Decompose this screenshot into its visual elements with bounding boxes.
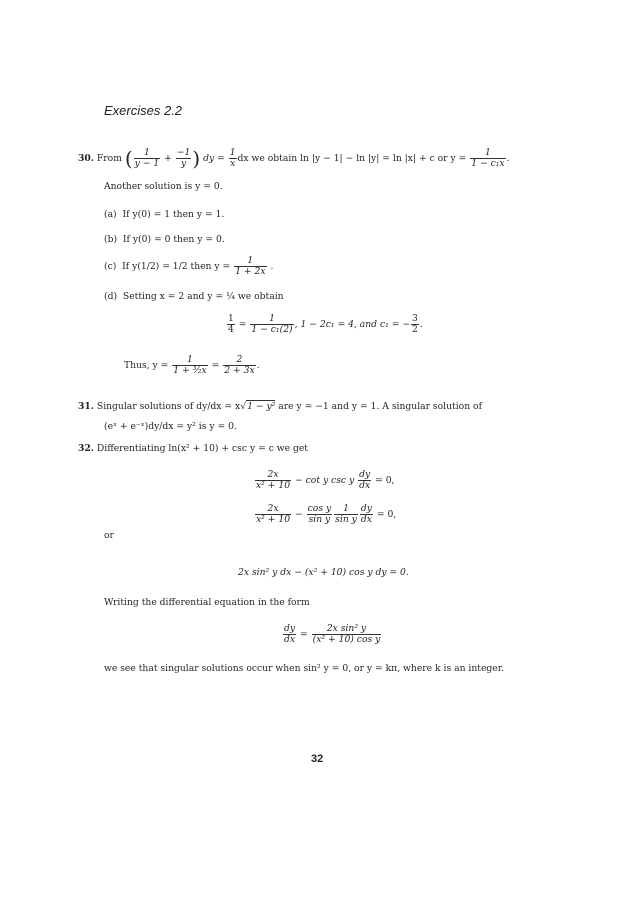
frac-t1: $\frac{1}{\text{1 + ³⁄₂x}}$ bbox=[173, 354, 207, 376]
sqrt-content: 1 − y² bbox=[247, 401, 276, 412]
page-number: 32 bbox=[311, 753, 324, 765]
frac-e1-d: $\frac{dy}{dx}$ bbox=[359, 469, 371, 491]
frac-4: $\frac{1}{\text{1 − c₁x}}$ bbox=[471, 147, 505, 169]
problem-32-line bbox=[78, 443, 308, 455]
problem-31-line1 bbox=[78, 401, 482, 413]
text-obtain: dx we obtain ln |y − 1| − ln |y| = ln |x| + c or y = bbox=[237, 153, 467, 164]
frac-1: $\frac{1}{y - 1}$ bbox=[134, 147, 160, 169]
part-d-end: . bbox=[419, 319, 423, 330]
equation-1 bbox=[254, 470, 394, 491]
frac-e2-b: $\frac{1}{\text{sin y}}$ bbox=[335, 503, 357, 525]
problem-32-number: 32. bbox=[78, 443, 94, 454]
part-a-text: If y(0) = 1 then y = 1. bbox=[122, 209, 225, 220]
paren-open: ( bbox=[124, 146, 133, 171]
text-from: From bbox=[96, 153, 122, 164]
frac-e2-c: $\frac{dy}{dx}$ bbox=[360, 503, 372, 525]
frac-d3: $\frac{3}{2}$ bbox=[412, 313, 418, 335]
part-b-label: (b) bbox=[104, 234, 118, 245]
problem-31-line2: (eˣ + e⁻ˣ)dy/dx = y² is y = 0. bbox=[104, 421, 237, 432]
equation-3: 2x sin² y dx − (x² + 10) cos y dy = 0. bbox=[238, 567, 409, 578]
equation-2 bbox=[254, 504, 396, 525]
frac-e4-right: $\frac{\text{2x sin² y}}{\text{(x² + 10) cos y}}$ bbox=[312, 623, 381, 645]
part-c bbox=[104, 256, 273, 277]
thus-line bbox=[124, 355, 260, 376]
part-d-label: (d) bbox=[104, 291, 118, 302]
problem-31-text-b: are y = −1 and y = 1. A singular solution of bbox=[278, 401, 482, 412]
part-d-equations bbox=[226, 314, 423, 335]
part-b-text: If y(0) = 0 then y = 0. bbox=[122, 234, 225, 245]
frac-t2: $\frac{2}{2 + 3x}$ bbox=[224, 354, 255, 376]
frac-d1: $\frac{1}{4}$ bbox=[228, 313, 234, 335]
part-c-text: If y(1/2) = 1/2 then y = bbox=[122, 261, 231, 272]
part-a-label: (a) bbox=[104, 209, 117, 220]
problem-32-intro: Differentiating ln(x² + 10) + csc y = c we get bbox=[96, 443, 308, 454]
frac-e1: $\frac{2x}{\text{x² + 10}}$ bbox=[256, 469, 291, 491]
part-c-label: (c) bbox=[104, 261, 117, 272]
plus-sign: + bbox=[164, 153, 172, 164]
frac-3: $\frac{1}{x}$ bbox=[229, 147, 236, 169]
equation-1-end: = 0, bbox=[375, 475, 395, 486]
equation-2-end: = 0, bbox=[376, 509, 397, 520]
frac-e2-a: $\frac{\text{cos y}}{\text{sin y}}$ bbox=[307, 503, 332, 525]
period: . bbox=[506, 153, 510, 164]
problem-31-text-a: Singular solutions of dy/dx = x bbox=[96, 401, 241, 412]
equation-4 bbox=[282, 624, 382, 645]
paren-close: ) bbox=[192, 146, 201, 171]
part-d-text: Setting x = 2 and y = ¼ we obtain bbox=[122, 291, 284, 302]
frac-e4-left: $\frac{dy}{dx}$ bbox=[284, 623, 296, 645]
sqrt-sign: √ bbox=[240, 401, 247, 412]
part-b bbox=[104, 234, 225, 246]
problem-31-number: 31. bbox=[78, 401, 94, 412]
equation-4-equals: = bbox=[300, 629, 308, 640]
text-dy-eq: dy = bbox=[203, 153, 225, 164]
or-text: or bbox=[104, 530, 114, 541]
thus-equals: = bbox=[211, 360, 220, 371]
another-solution: Another solution is y = 0. bbox=[104, 181, 223, 192]
thus-text: Thus, y = bbox=[124, 360, 169, 371]
problem-30-line bbox=[78, 148, 510, 169]
thus-end: . bbox=[256, 360, 260, 371]
frac-e2: $\frac{2x}{\text{x² + 10}}$ bbox=[256, 503, 291, 525]
problem-30-number: 30. bbox=[78, 153, 94, 164]
section-heading: Exercises 2.2 bbox=[104, 103, 183, 118]
part-d bbox=[104, 291, 284, 303]
frac-2: $\frac{-1}{y}$ bbox=[176, 147, 191, 169]
writing-text: Writing the differential equation in the form bbox=[104, 597, 310, 608]
minus-sign: − bbox=[295, 509, 303, 520]
part-d-middle: , 1 − 2c₁ = 4, and c₁ = − bbox=[294, 319, 411, 330]
part-a bbox=[104, 209, 224, 221]
frac-c: $\frac{1}{1 + 2x}$ bbox=[235, 255, 266, 277]
conclusion-text: we see that singular solutions occur when sin² y = 0, or y = kπ, where k is an integer. bbox=[104, 663, 505, 674]
equals: = bbox=[238, 319, 247, 330]
frac-d2: $\frac{1}{\text{1 − c₁(2)}}$ bbox=[251, 313, 293, 335]
equation-1-middle: − cot y csc y bbox=[295, 475, 355, 486]
part-c-end: . bbox=[270, 261, 274, 272]
